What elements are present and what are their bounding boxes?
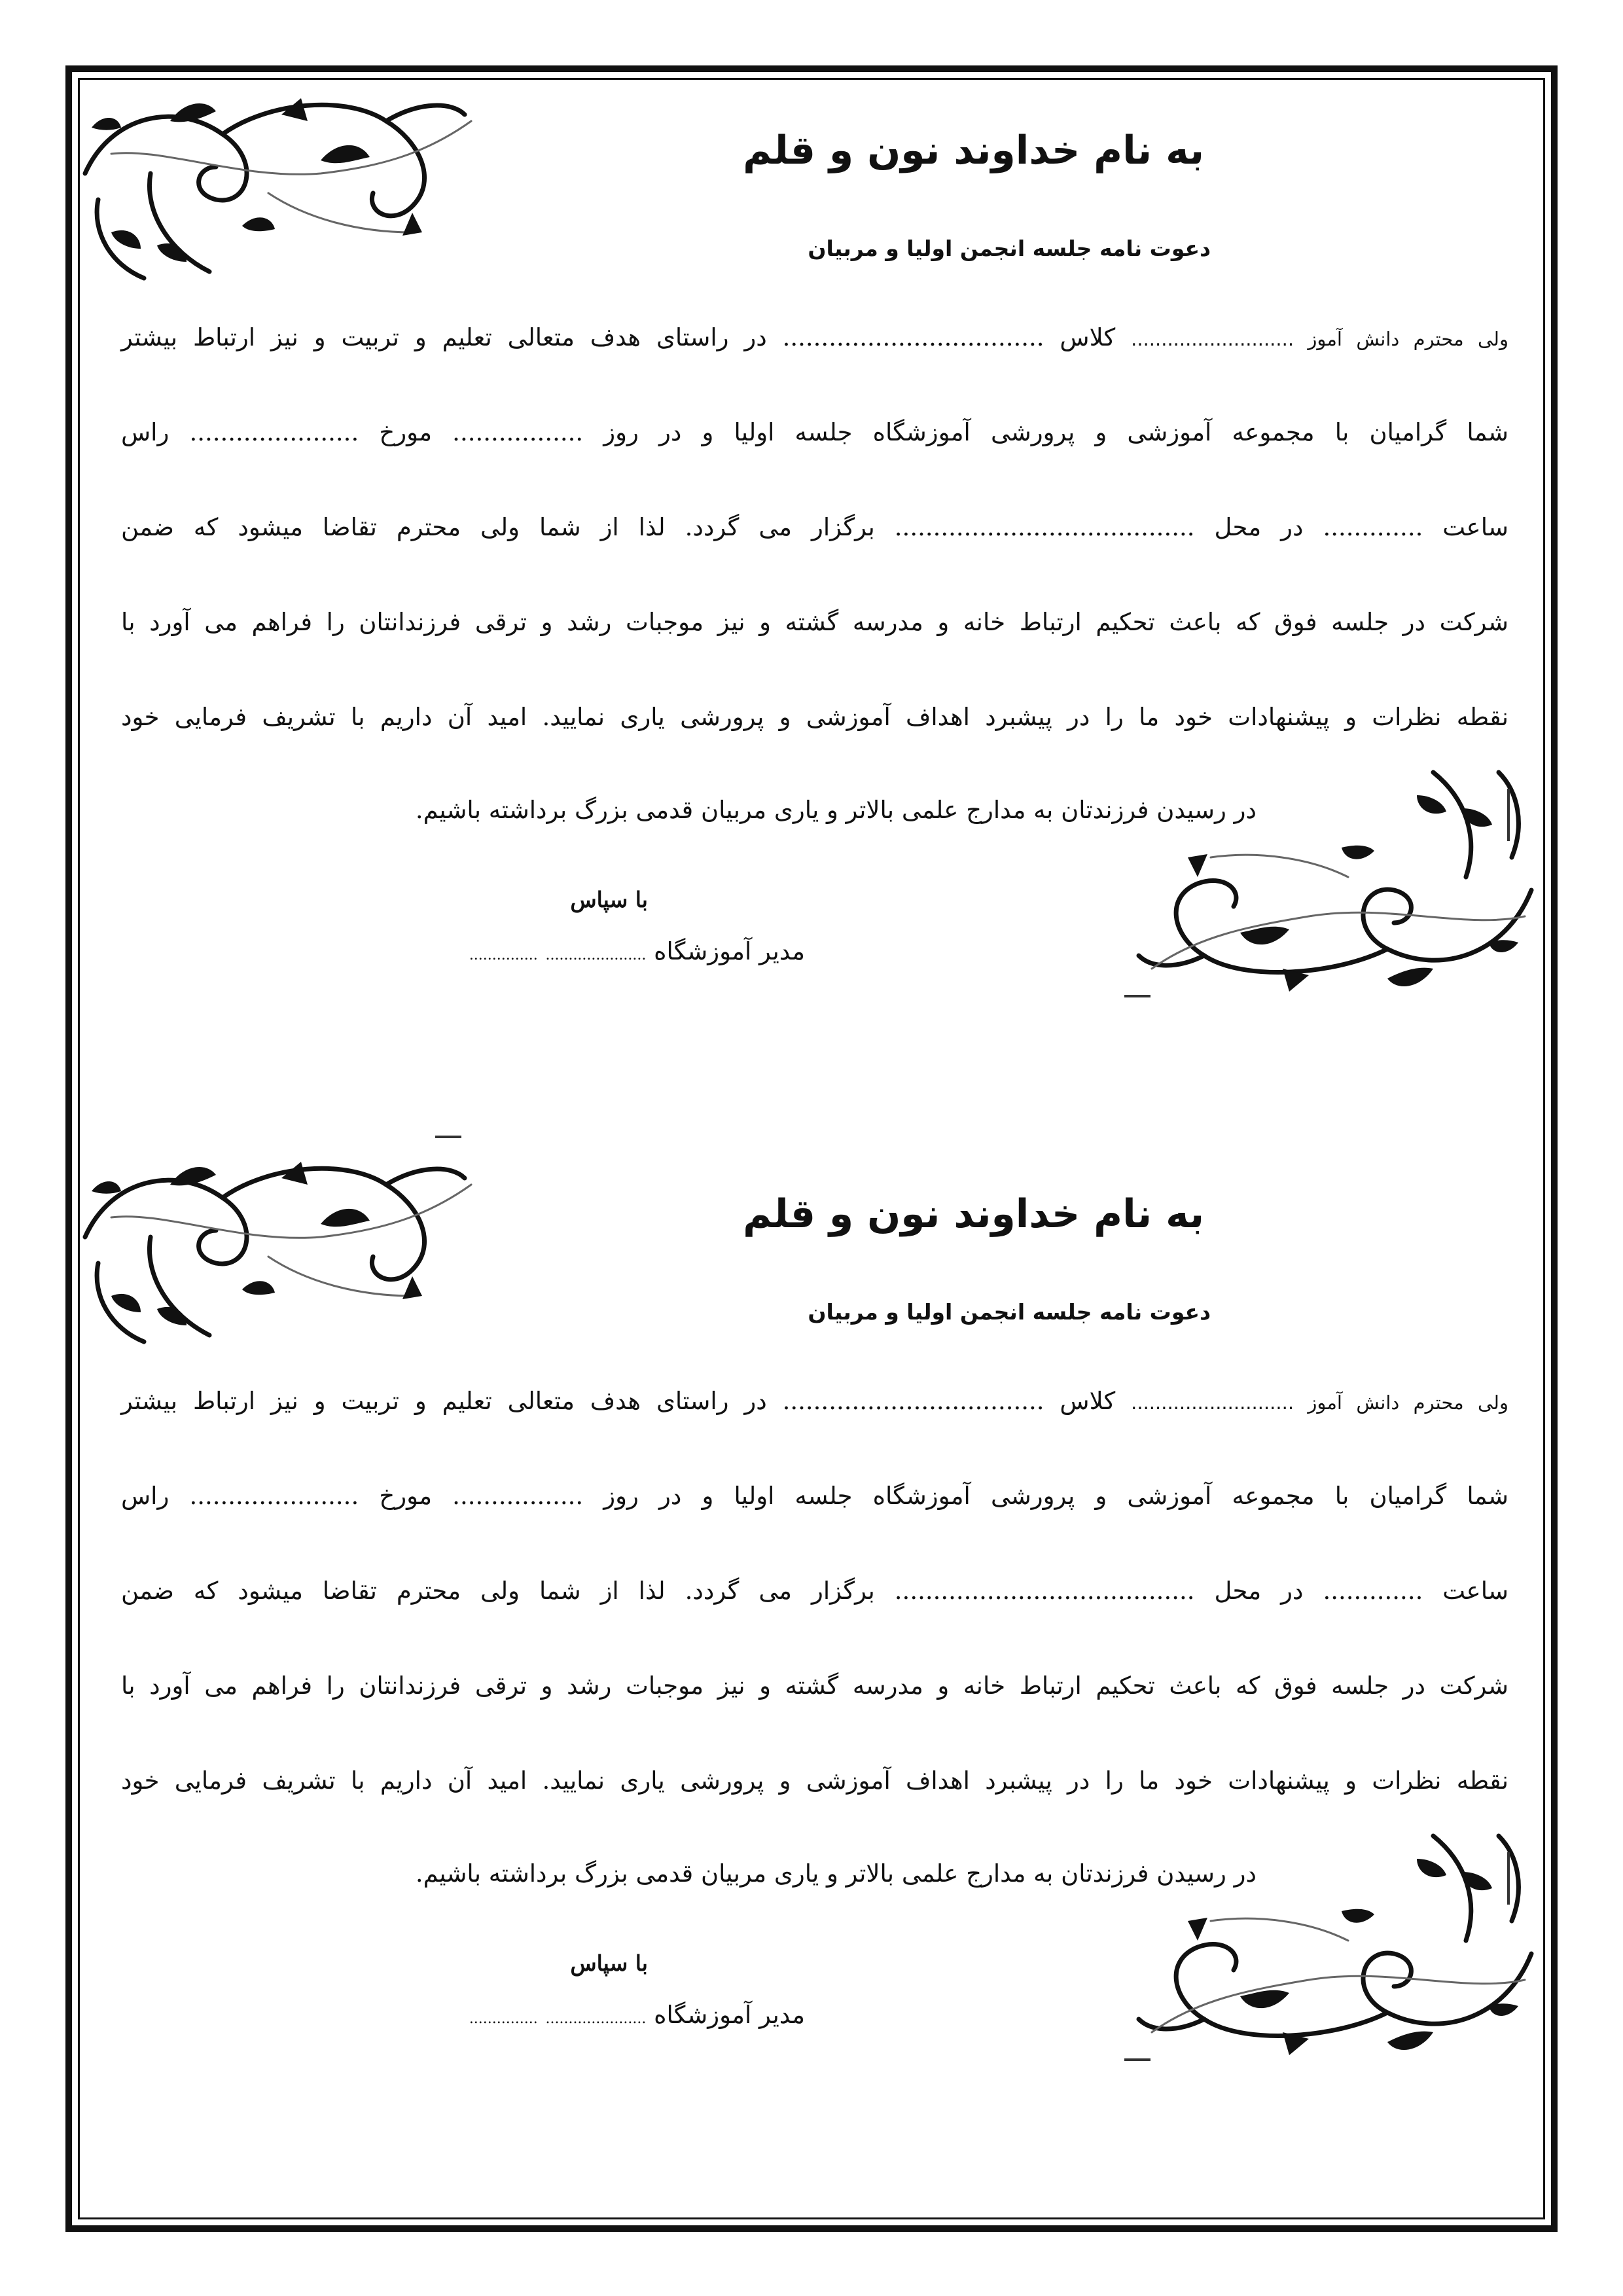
thanks-text: با سپاس [570,887,648,912]
body-line-5: نقطه نظرات و پیشنهادات خود ما را در پیشبرد اهداف آموزشی و پرورشی یاری نمایید. امید آن داریم با تشریف فرمایی خود [121,1767,1508,1795]
floral-ornament-top-left-icon [72,75,478,285]
corner-mark-vertical [1507,1852,1510,1905]
page-subtitle: دعوت نامه جلسه انجمن اولیا و مربیان [808,236,1211,261]
floral-ornament-bottom-right-icon [1126,1823,1544,2065]
body-line-1 [121,319,1508,357]
body-line-6: در رسیدن فرزندتان به مدارج علمی بالاتر و یاری مربیان قدمی بزرگ برداشته باشیم. [415,796,1257,824]
invitation-card-2 [0,1064,1623,2111]
corner-mark-horizontal [435,1136,461,1138]
body-line-3: ساعت ............. در محل ....................................... برگزار می گردد. لذا از شما ولی محترم تقاضا میشود که ضمن [121,1577,1508,1605]
body-line-1-rest: کلاس .................................. در راستای هدف متعالی تعلیم و تربیت و نیز ارتباط بیشتر [121,323,1116,351]
guardian-student-label: ولی محترم دانش آموز ........................... [1131,1391,1508,1414]
page-subtitle: دعوت نامه جلسه انجمن اولیا و مربیان [808,1299,1211,1325]
guardian-student-label: ولی محترم دانش آموز ........................... [1131,328,1508,350]
signature-dots-end: ............... [469,2011,538,2027]
body-line-1-rest: کلاس .................................. در راستای هدف متعالی تعلیم و تربیت و نیز ارتباط بیشتر [121,1387,1116,1415]
corner-mark-horizontal [1124,995,1150,997]
signature-dots-name: ...................... [545,947,647,963]
floral-ornament-top-left-icon [72,1139,478,1348]
body-line-1 [121,1383,1508,1421]
body-line-3: ساعت ............. در محل ....................................... برگزار می گردد. لذا از شما ولی محترم تقاضا میشود که ضمن [121,513,1508,541]
thanks-text: با سپاس [570,1950,648,1976]
signature-dots-end: ............... [469,947,538,963]
body-line-2: شما گرامیان با مجموعه آموزشی و پرورشی آموزشگاه جلسه اولیا و در روز ................. مورخ ...................... راس [121,1482,1508,1510]
invitation-card-1 [0,0,1623,1047]
signature-label: مدیر آموزشگاه [654,2001,805,2029]
body-line-6: در رسیدن فرزندتان به مدارج علمی بالاتر و یاری مربیان قدمی بزرگ برداشته باشیم. [415,1859,1257,1888]
page-title: به نام خداوند نون و قلم [743,128,1204,173]
signature-label: مدیر آموزشگاه [654,937,805,965]
body-line-4: شرکت در جلسه فوق که باعث تحکیم ارتباط خانه و مدرسه گشته و نیز موجبات رشد و ترقی فرزندانتان را فراهم می آورد با [121,1672,1508,1700]
corner-mark-vertical [1507,789,1510,841]
floral-ornament-bottom-right-icon [1126,759,1544,1001]
body-line-5: نقطه نظرات و پیشنهادات خود ما را در پیشبرد اهداف آموزشی و پرورشی یاری نمایید. امید آن داریم با تشریف فرمایی خود [121,703,1508,731]
signature-dots-name: ...................... [545,2011,647,2027]
body-line-4: شرکت در جلسه فوق که باعث تحکیم ارتباط خانه و مدرسه گشته و نیز موجبات رشد و ترقی فرزندانتان را فراهم می آورد با [121,608,1508,636]
signature-line [469,2001,805,2029]
body-line-2: شما گرامیان با مجموعه آموزشی و پرورشی آموزشگاه جلسه اولیا و در روز ................. مورخ ...................... راس [121,418,1508,446]
corner-mark-horizontal [1124,2058,1150,2061]
page-title: به نام خداوند نون و قلم [743,1191,1204,1237]
signature-line [469,937,805,965]
